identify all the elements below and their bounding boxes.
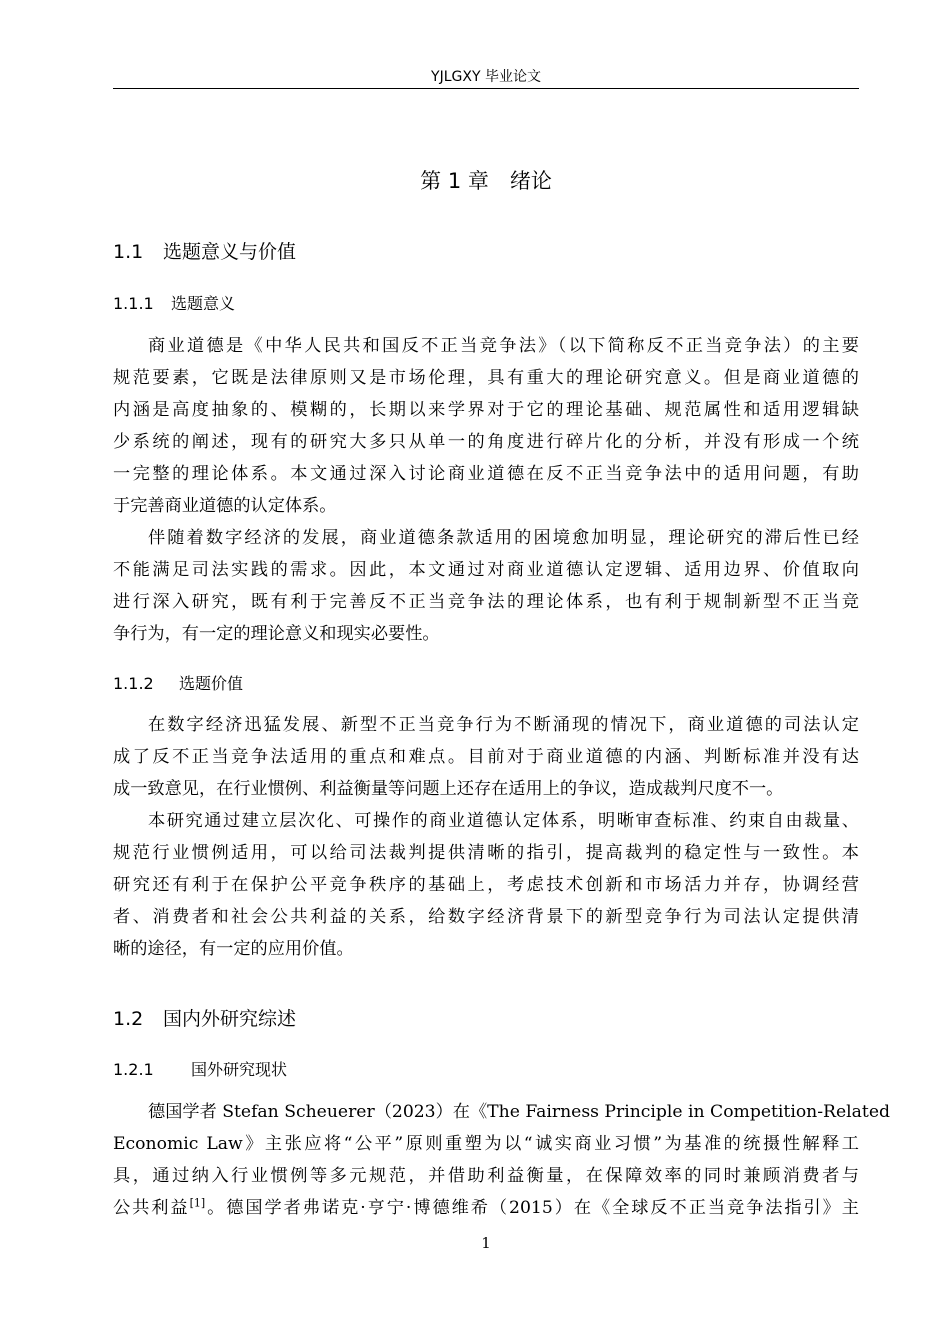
section-title: 国内外研究综述 — [163, 1008, 297, 1030]
text-line: 成了反不正当竞争法适用的重点和难点。目前对于商业道德的内涵、判断标准并没有达 — [113, 747, 859, 767]
subsection-heading-1-1-1 — [113, 293, 235, 315]
subsection-title: 选题价值 — [179, 674, 244, 693]
text-line: 争行为，有一定的理论意义和现实必要性。 — [113, 624, 440, 644]
subsection-heading-1-1-2 — [113, 673, 243, 695]
paragraph-significance-2 — [113, 522, 859, 650]
citation-reference: [1] — [189, 1196, 206, 1210]
paragraph-value-1 — [113, 709, 859, 805]
text-line: 德国学者 Stefan Scheuerer（2023）在《The Fairness Principle in Competition-Related — [148, 1102, 890, 1122]
chapter-title: 第 1 章 绪论 — [420, 169, 552, 193]
text-line: 少系统的阐述，现有的研究大多只从单一的角度进行碎片化的分析，并没有形成一个统 — [113, 432, 859, 452]
text-line: 进行深入研究，既有利于完善反不正当竞争法的理论体系，也有利于规制新型不正当竞 — [113, 592, 859, 612]
text-line: 商业道德是《中华人民共和国反不正当竞争法》（以下简称反不正当竞争法）的主要 — [148, 336, 859, 356]
text-fragment: 。德国学者弗诺克·亨宁·博德维希（2015）在《全球反不正当竞争法指引》主 — [205, 1198, 859, 1218]
text-line: 具，通过纳入行业惯例等多元规范，并借助利益衡量，在保障效率的同时兼顾消费者与 — [113, 1166, 859, 1186]
text-line: Economic Law》主张应将“公平”原则重塑为以“诚实商业习惯”为基准的统摄性解释工 — [113, 1134, 859, 1154]
section-number: 1.2 — [113, 1008, 144, 1030]
text-line: 伴随着数字经济的发展，商业道德条款适用的困境愈加明显，理论研究的滞后性已经 — [148, 528, 859, 548]
text-line: 内涵是高度抽象的、模糊的，长期以来学界对于它的理论基础、规范属性和适用逻辑缺 — [113, 400, 859, 420]
subsection-title: 国外研究现状 — [191, 1060, 288, 1079]
running-header: YJLGXY 毕业论文 — [431, 69, 541, 85]
subsection-title: 选题意义 — [171, 294, 236, 313]
text-line: 一完整的理论体系。本文通过深入讨论商业道德在反不正当竞争法中的适用问题，有助 — [113, 464, 859, 484]
header-rule — [113, 88, 859, 89]
text-fragment: 公共利益 — [113, 1198, 190, 1218]
text-line — [113, 1192, 859, 1224]
text-line: 不能满足司法实践的需求。因此，本文通过对商业道德认定逻辑、适用边界、价值取向 — [113, 560, 859, 580]
text-line: 晰的途径，有一定的应用价值。 — [113, 939, 354, 959]
subsection-number: 1.1.1 — [113, 294, 154, 313]
page-number: 1 — [481, 1234, 491, 1252]
subsection-number: 1.1.2 — [113, 674, 154, 693]
text-line: 研究还有利于在保护公平竞争秩序的基础上，考虑技术创新和市场活力并存，协调经营 — [113, 875, 859, 895]
text-line: 在数字经济迅猛发展、新型不正当竞争行为不断涌现的情况下，商业道德的司法认定 — [148, 715, 859, 735]
text-line: 规范行业惯例适用，可以给司法裁判提供清晰的指引，提高裁判的稳定性与一致性。本 — [113, 843, 859, 863]
text-line: 者、消费者和社会公共利益的关系，给数字经济背景下的新型竞争行为司法认定提供清 — [113, 907, 859, 927]
section-heading-1-2 — [113, 1006, 296, 1032]
section-number: 1.1 — [113, 241, 144, 263]
paragraph-foreign-research — [113, 1096, 890, 1224]
subsection-heading-1-2-1 — [113, 1059, 287, 1081]
text-line: 本研究通过建立层次化、可操作的商业道德认定体系，明晰审查标准、约束自由裁量、 — [148, 811, 859, 831]
section-title: 选题意义与价值 — [163, 241, 297, 263]
subsection-number: 1.2.1 — [113, 1060, 154, 1079]
section-heading-1-1 — [113, 239, 296, 265]
paragraph-value-2 — [113, 805, 859, 965]
text-line: 规范要素，它既是法律原则又是市场伦理，具有重大的理论研究意义。但是商业道德的 — [113, 368, 859, 388]
text-line: 于完善商业道德的认定体系。 — [113, 496, 337, 516]
text-line: 成一致意见，在行业惯例、利益衡量等问题上还存在适用上的争议，造成裁判尺度不一。 — [113, 779, 784, 799]
paragraph-significance-1 — [113, 330, 859, 522]
